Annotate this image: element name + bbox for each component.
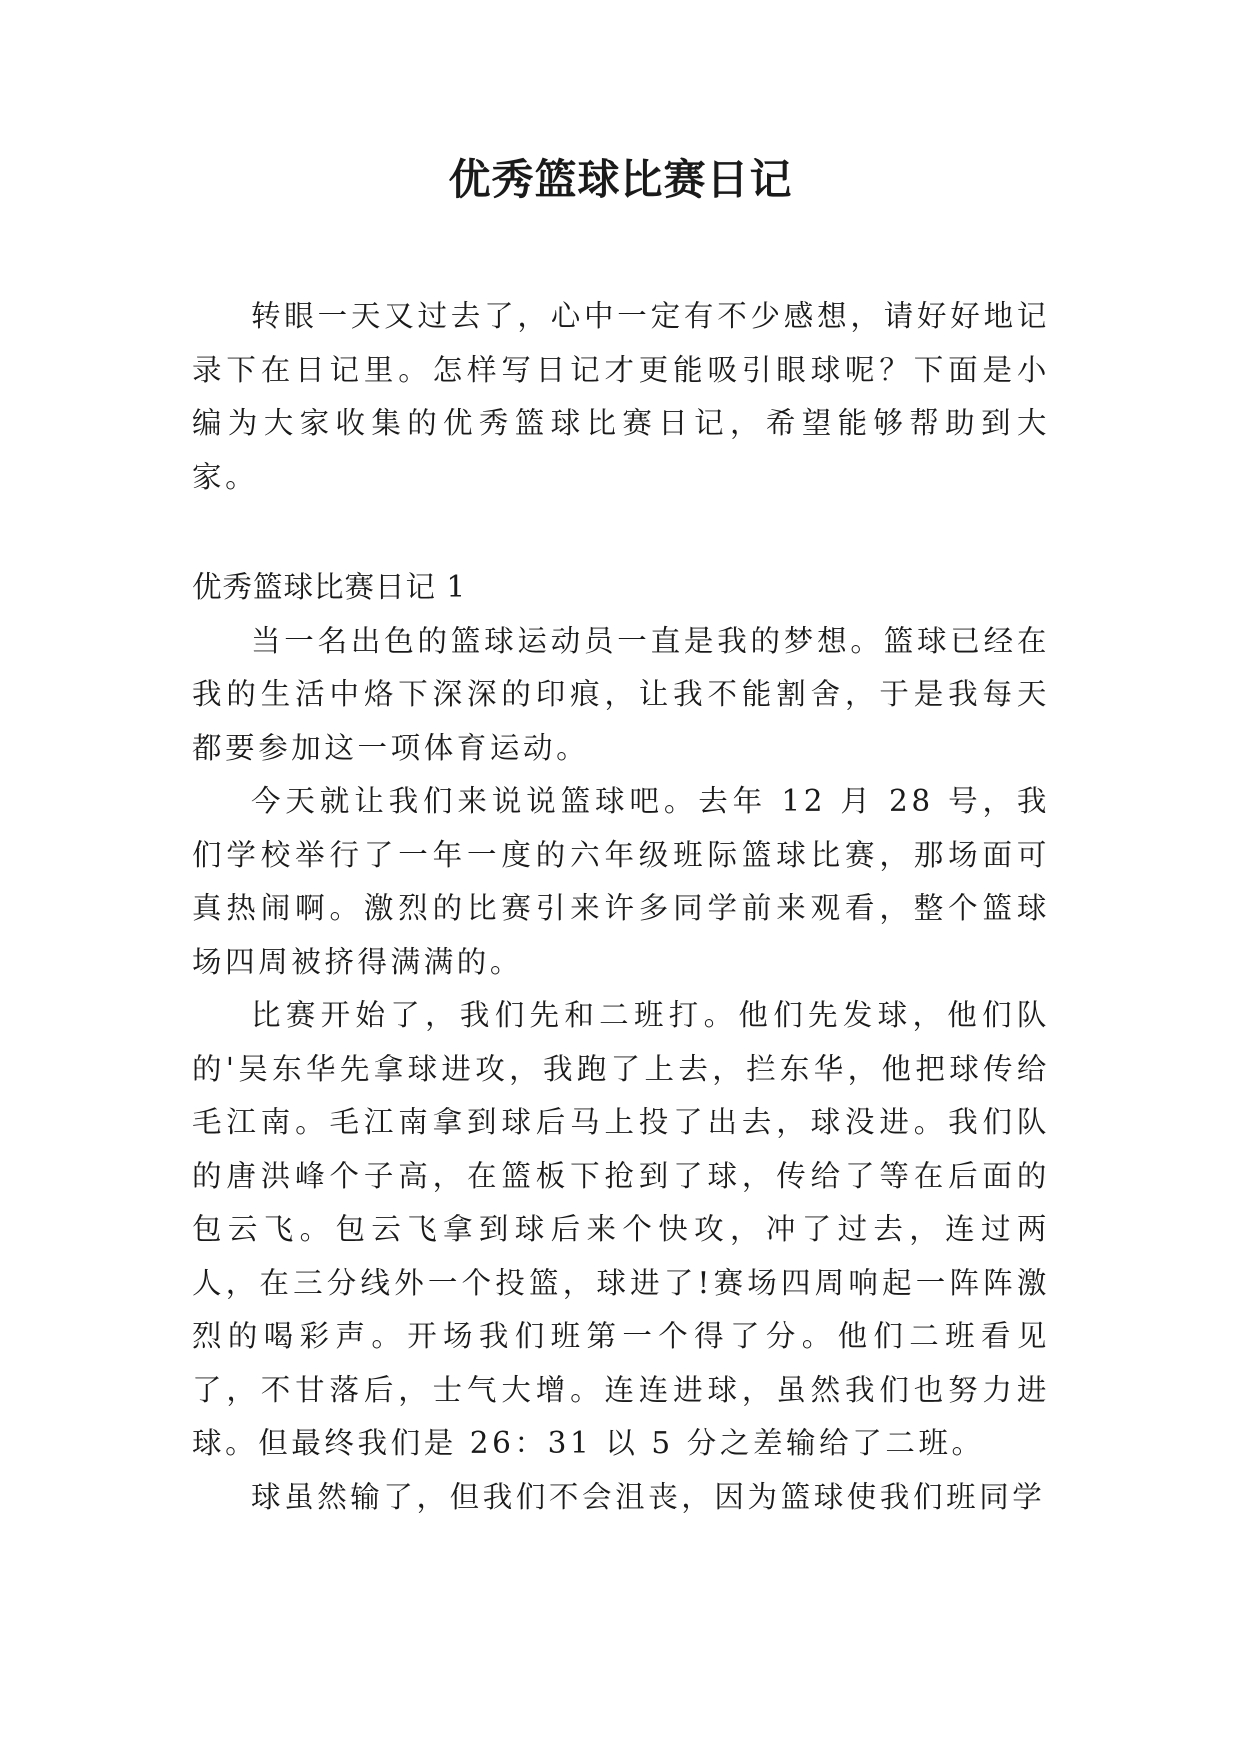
document-body — [192, 290, 1050, 1524]
body-paragraph-4: 球虽然输了，但我们不会沮丧，因为篮球使我们班同学 — [251, 1479, 1046, 1514]
intro-paragraph: 转眼一天又过去了，心中一定有不少感想，请好好地记录下在日记里。怎样写日记才更能吸引眼球呢？下面是小编为大家收集的优秀篮球比赛日记，希望能够帮助到大家。 — [192, 299, 1050, 494]
body-paragraph-3: 比赛开始了，我们先和二班打。他们先发球，他们队的'吴东华先拿球进攻，我跑了上去，拦东华，他把球传给毛江南。毛江南拿到球后马上投了出去，球没进。我们队的唐洪峰个子高，在篮板下抢到了球，传给了等在后面的包云飞。包云飞拿到球后来个快攻，冲了过去，连过两人，在三分线外一个投篮，球进了!赛场四周响起一阵阵激烈的喝彩声。开场我们班第一个得了分。他们二班看见了，不甘落后，士气大增。连连进球，虽然我们也努力进球。但最终我们是 26：31 以 5 分之差输给了二班。 — [192, 998, 1050, 1460]
section-heading: 优秀篮球比赛日记 1 — [192, 570, 467, 604]
body-paragraph-1: 当一名出色的篮球运动员一直是我的梦想。篮球已经在我的生活中烙下深深的印痕，让我不能割舍，于是我每天都要参加这一项体育运动。 — [192, 623, 1050, 765]
document-title: 优秀篮球比赛日记 — [448, 155, 793, 204]
body-paragraph-2: 今天就让我们来说说篮球吧。去年 12 月 28 号，我们学校举行了一年一度的六年级班际篮球比赛，那场面可真热闹啊。激烈的比赛引来许多同学前来观看，整个篮球场四周被挤得满满的。 — [192, 784, 1050, 979]
